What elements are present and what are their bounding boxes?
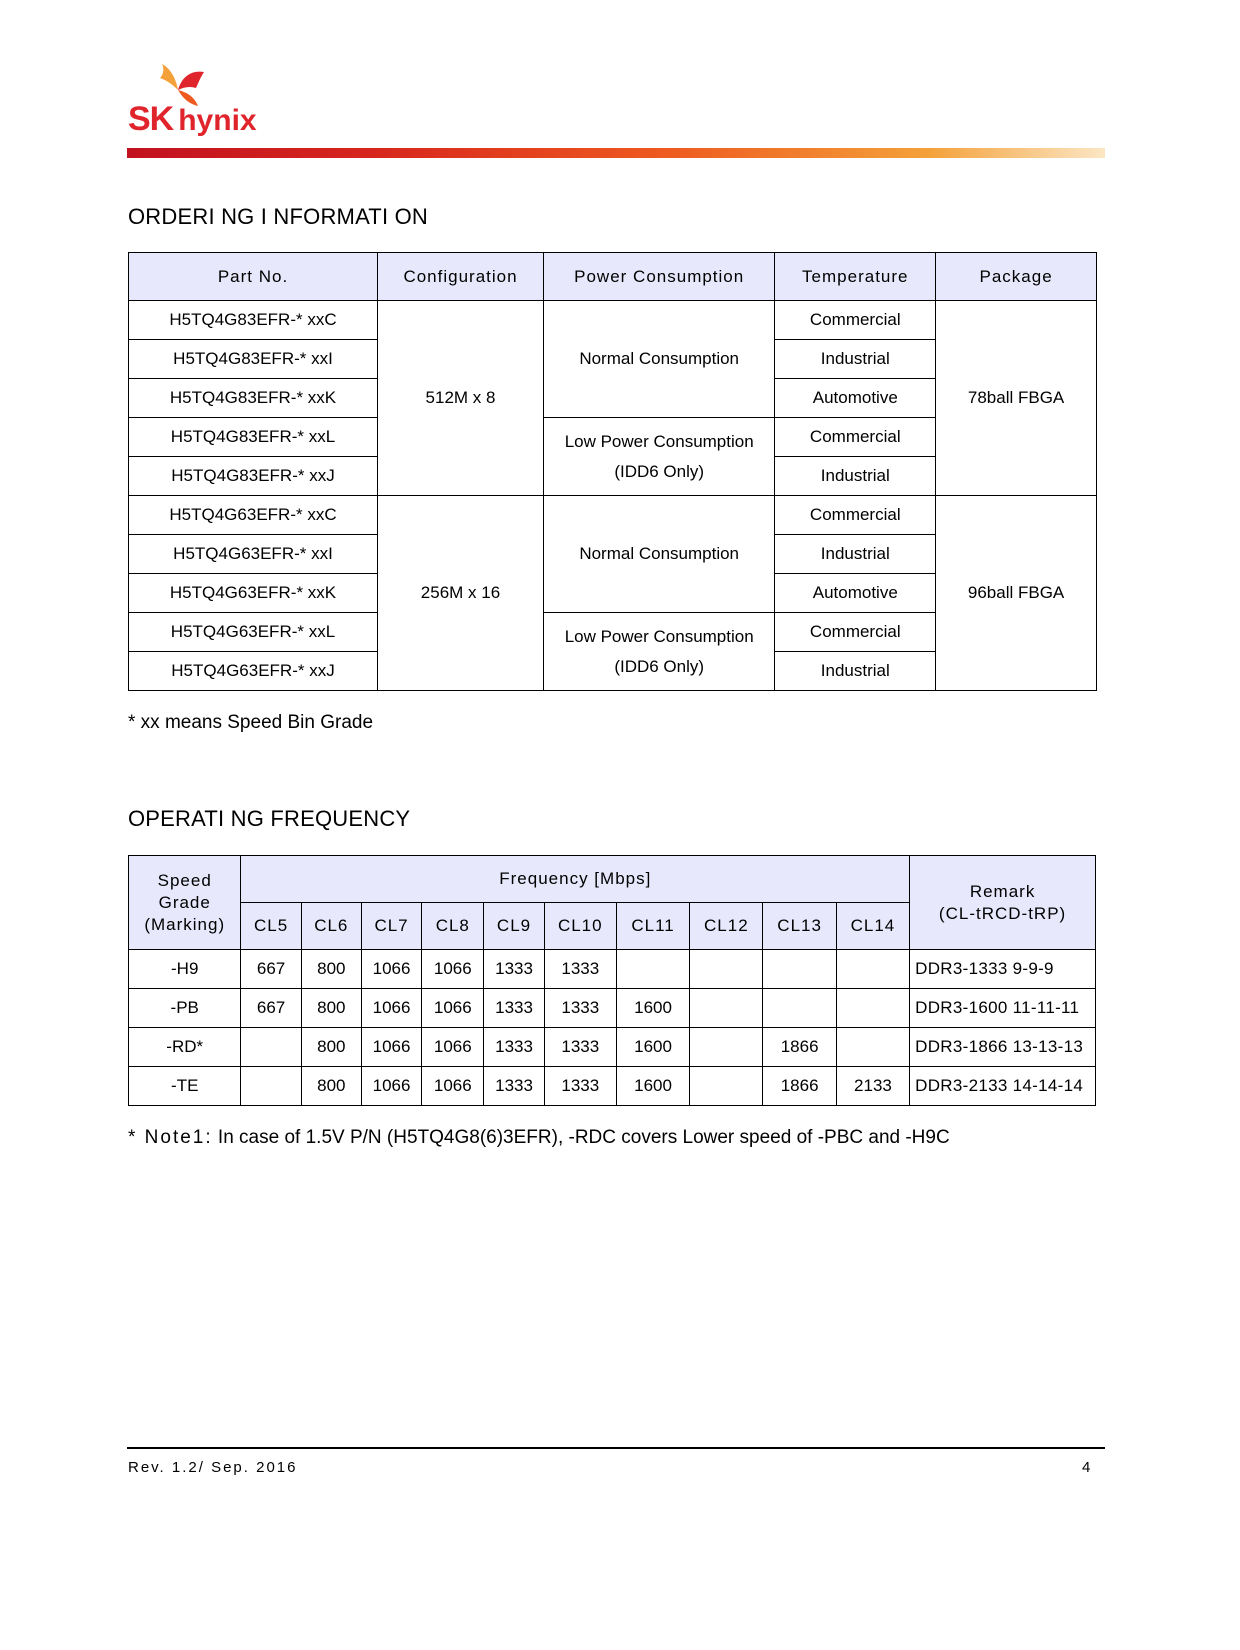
frequency-cell xyxy=(836,950,909,989)
frequency-cell: 1333 xyxy=(484,950,544,989)
note-1-label: * Note1: xyxy=(128,1127,213,1148)
frequency-cell: 1333 xyxy=(544,989,616,1028)
power-normal-cell: Normal Consumption xyxy=(544,496,775,613)
part-number: H5TQ4G63EFR-* xxC xyxy=(129,496,378,535)
part-number: H5TQ4G63EFR-* xxL xyxy=(129,613,378,652)
ordering-header-row xyxy=(129,253,1097,301)
header-frequency: Frequency [Mbps] xyxy=(241,856,910,903)
table-row xyxy=(129,950,1096,989)
speed-bin-note: * xx means Speed Bin Grade xyxy=(128,712,374,733)
table-row xyxy=(129,301,1097,340)
logo-wordmark xyxy=(128,100,257,139)
part-number: H5TQ4G83EFR-* xxC xyxy=(129,301,378,340)
power-low-line2: (IDD6 Only) xyxy=(614,656,705,676)
part-number: H5TQ4G63EFR-* xxK xyxy=(129,574,378,613)
frequency-cell: 667 xyxy=(241,989,301,1028)
frequency-cell: 800 xyxy=(301,1067,361,1106)
frequency-cell: 1333 xyxy=(484,989,544,1028)
header-cl: CL6 xyxy=(301,903,361,950)
footer-page-number: 4 xyxy=(1082,1459,1091,1476)
header-remark-line2: (CL-tRCD-tRP) xyxy=(938,903,1067,923)
frequency-cell: 1333 xyxy=(544,1028,616,1067)
header-power-consumption: Power Consumption xyxy=(544,253,775,301)
frequency-section-title: OPERATI NG FREQUENCY xyxy=(128,806,411,831)
ordering-table xyxy=(128,252,1097,691)
part-number: H5TQ4G83EFR-* xxJ xyxy=(129,457,378,496)
configuration-cell: 256M x 16 xyxy=(378,496,544,691)
table-row xyxy=(129,496,1097,535)
frequency-cell: 1600 xyxy=(616,1067,689,1106)
part-number: H5TQ4G63EFR-* xxJ xyxy=(129,652,378,691)
table-row xyxy=(129,1067,1096,1106)
frequency-cell: 1066 xyxy=(422,989,484,1028)
part-number: H5TQ4G63EFR-* xxI xyxy=(129,535,378,574)
frequency-cell: 1333 xyxy=(544,1067,616,1106)
frequency-cell: 1066 xyxy=(361,950,421,989)
frequency-cell xyxy=(241,1067,301,1106)
frequency-header-row xyxy=(129,856,1096,903)
temperature-cell: Automotive xyxy=(775,574,936,613)
header-configuration: Configuration xyxy=(378,253,544,301)
temperature-cell: Automotive xyxy=(775,379,936,418)
frequency-cell: 1600 xyxy=(616,1028,689,1067)
frequency-cell: 800 xyxy=(301,950,361,989)
package-cell: 78ball FBGA xyxy=(936,301,1097,496)
footer-divider xyxy=(127,1447,1105,1449)
remark-cell: DDR3-1333 9-9-9 xyxy=(910,950,1096,989)
frequency-cell: 1333 xyxy=(544,950,616,989)
frequency-cell xyxy=(836,1028,909,1067)
remark-cell: DDR3-1600 11-11-11 xyxy=(910,989,1096,1028)
configuration-cell: 512M x 8 xyxy=(378,301,544,496)
frequency-table xyxy=(128,855,1096,1106)
frequency-cell: 1866 xyxy=(763,1067,836,1106)
header-cl: CL8 xyxy=(422,903,484,950)
header-cl: CL11 xyxy=(616,903,689,950)
header-speed-grade-line2: Grade xyxy=(158,892,211,912)
header-speed-grade-line3: (Marking) xyxy=(144,914,226,934)
frequency-cell: 1066 xyxy=(422,1028,484,1067)
table-row xyxy=(129,989,1096,1028)
frequency-cell: 1066 xyxy=(361,1028,421,1067)
power-low-cell xyxy=(544,613,775,691)
frequency-cell: 1333 xyxy=(484,1067,544,1106)
header-cl: CL10 xyxy=(544,903,616,950)
power-low-cell xyxy=(544,418,775,496)
frequency-cell: 800 xyxy=(301,989,361,1028)
header-speed-grade xyxy=(129,856,241,950)
frequency-cell xyxy=(241,1028,301,1067)
part-number: H5TQ4G83EFR-* xxI xyxy=(129,340,378,379)
header-cl: CL7 xyxy=(361,903,421,950)
temperature-cell: Commercial xyxy=(775,301,936,340)
temperature-cell: Commercial xyxy=(775,418,936,457)
frequency-cell: 1066 xyxy=(422,950,484,989)
frequency-cell: 1066 xyxy=(422,1067,484,1106)
header-remark-line1: Remark xyxy=(969,881,1036,901)
note-1-text: In case of 1.5V P/N (H5TQ4G8(6)3EFR), -RDC covers Lower speed of -PBC and -H9C xyxy=(212,1127,950,1148)
header-speed-grade-line1: Speed xyxy=(157,870,212,890)
frequency-cell: 800 xyxy=(301,1028,361,1067)
frequency-cell: 1866 xyxy=(763,1028,836,1067)
frequency-cell: 1066 xyxy=(361,1067,421,1106)
header-cl: CL9 xyxy=(484,903,544,950)
speed-grade-cell: -PB xyxy=(129,989,241,1028)
frequency-cell xyxy=(763,989,836,1028)
speed-grade-cell: -H9 xyxy=(129,950,241,989)
frequency-cell: 1600 xyxy=(616,989,689,1028)
temperature-cell: Industrial xyxy=(775,652,936,691)
frequency-cell xyxy=(690,1067,763,1106)
header-cl: CL12 xyxy=(690,903,763,950)
ordering-section-title: ORDERI NG I NFORMATI ON xyxy=(128,204,428,229)
header-part-no: Part No. xyxy=(129,253,378,301)
header-package: Package xyxy=(936,253,1097,301)
remark-cell: DDR3-2133 14-14-14 xyxy=(910,1067,1096,1106)
temperature-cell: Industrial xyxy=(775,535,936,574)
logo-hynix-text: hynix xyxy=(178,104,257,137)
temperature-cell: Industrial xyxy=(775,340,936,379)
power-low-line1: Low Power Consumption xyxy=(564,431,754,451)
frequency-cell: 667 xyxy=(241,950,301,989)
remark-cell: DDR3-1866 13-13-13 xyxy=(910,1028,1096,1067)
package-cell: 96ball FBGA xyxy=(936,496,1097,691)
header-cl: CL5 xyxy=(241,903,301,950)
power-normal-cell: Normal Consumption xyxy=(544,301,775,418)
header-temperature: Temperature xyxy=(775,253,936,301)
frequency-cell: 1333 xyxy=(484,1028,544,1067)
frequency-cell xyxy=(836,989,909,1028)
temperature-cell: Commercial xyxy=(775,496,936,535)
frequency-cell xyxy=(690,1028,763,1067)
frequency-cell: 1066 xyxy=(361,989,421,1028)
temperature-cell: Commercial xyxy=(775,613,936,652)
frequency-cell xyxy=(763,950,836,989)
footer-revision: Rev. 1.2/ Sep. 2016 xyxy=(128,1459,298,1476)
power-low-line1: Low Power Consumption xyxy=(564,626,754,646)
header-remark xyxy=(910,856,1096,950)
speed-grade-cell: -RD* xyxy=(129,1028,241,1067)
speed-grade-cell: -TE xyxy=(129,1067,241,1106)
frequency-cell xyxy=(690,989,763,1028)
power-low-line2: (IDD6 Only) xyxy=(614,461,705,481)
sk-hynix-logo xyxy=(128,62,288,142)
logo-sk-text: SK xyxy=(128,100,174,138)
header-cl: CL13 xyxy=(763,903,836,950)
header-gradient-bar xyxy=(127,148,1105,158)
temperature-cell: Industrial xyxy=(775,457,936,496)
header-cl: CL14 xyxy=(836,903,909,950)
table-row xyxy=(129,1028,1096,1067)
part-number: H5TQ4G83EFR-* xxL xyxy=(129,418,378,457)
note-1 xyxy=(128,1127,950,1149)
frequency-cell xyxy=(616,950,689,989)
frequency-cell xyxy=(690,950,763,989)
frequency-cell: 2133 xyxy=(836,1067,909,1106)
part-number: H5TQ4G83EFR-* xxK xyxy=(129,379,378,418)
